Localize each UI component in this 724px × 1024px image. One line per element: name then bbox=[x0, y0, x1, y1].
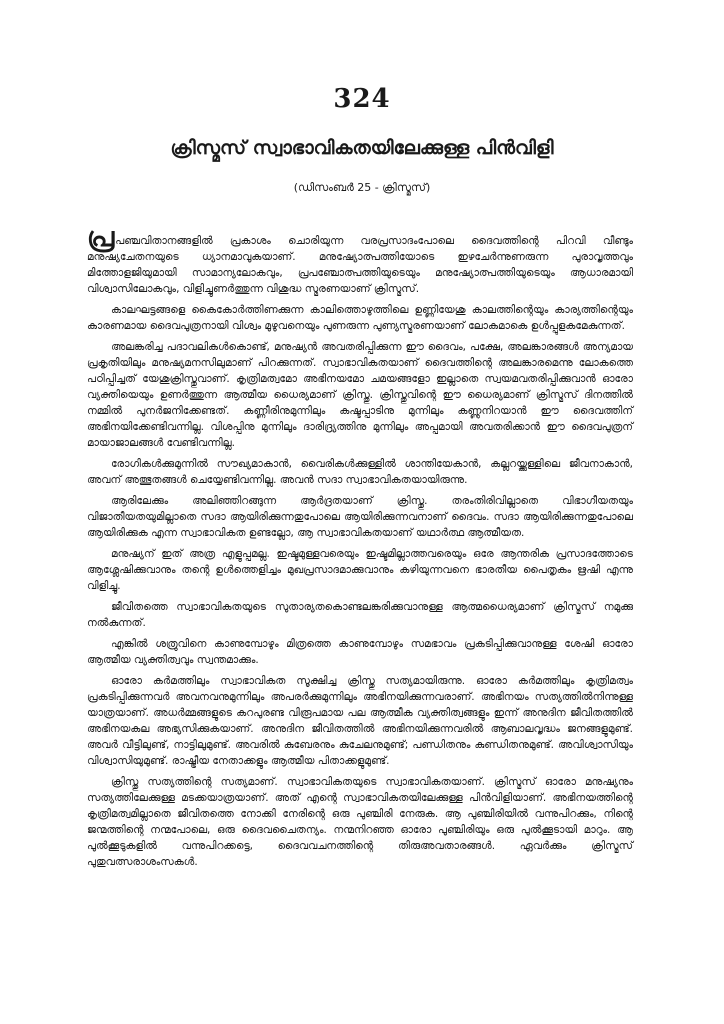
paragraph-3: അലങ്കരിച്ച പദാവലികൾകൊണ്ട്, മനുഷ്യൻ അവതരിപ്പിക്കുന്ന ഈ ദൈവം, പക്ഷേ, അലങ്കാരങ്ങൾ അന്യമായ പ്രകൃതിയിലും മനുഷ്യമനസിലുമാണ് പിറക്കുന്നത്. സ്വാഭാവികതയാണ് ദൈവത്തിന്റെ അലങ്കാരമെന്നു ലോകത്തെ പഠിപ്പിച്ചത് യേശുക്രിസ്തുവാണ്. കൃത്രിമത്വമോ അഭിനയമോ ചമയങ്ങളോ ഇല്ലാതെ സ്വയമവതരിപ്പിക്കുവാൻ ഓരോ വ്യക്തിയെയും ഉണർത്തുന്ന ആത്മീയ ധൈര്യമാണ് ക്രിസ്തു. ക്രിസ്തുവിന്റെ ഈ ധൈര്യമാണ് ക്രിസ്മസ് ദിനത്തിൽ നമ്മിൽ പുനർജനിക്കേണ്ടത്. കണ്ണീരിനുമുന്നിലും കഷ്ടപ്പാടിനു മുന്നിലും കണ്ണുനിറയാൻ ഈ ദൈവത്തിന് അഭിനയിക്കേണ്ടിവന്നില്ല. വിശപ്പിനു മുന്നിലും ദാരിദ്ര്യത്തിനു മുന്നിലും അപ്പമായി അവതരിക്കാൻ ഈ ദൈവപുത്രന് മായാജാലങ്ങൾ വേണ്ടിവന്നില്ല. bbox=[87, 341, 633, 449]
paragraph-text: പഞ്ചവിതാനങ്ങളിൽ പ്രകാശം ചൊരിയുന്ന വരപ്രസാദംപോലെ ദൈവത്തിന്റെ പിറവി വീണ്ടും മനുഷ്യചേതനയുടെ ധ്യാനമാവുകയാണ്. മനുഷ്യോത്പത്തിയോടെ ഇഴചേർന്നുണരുന്ന പുരാവൃത്തവും മിത്തോളജിയുമായി സാമാന്യലോകവും, പ്രപഞ്ചോത്പത്തിയുടെയും മനുഷ്യോത്പത്തിയുടെയും ആധാരമായി വിശ്വാസിലോകവും, വിളിച്ചുണർത്തുന്ന വിശുദ്ധ സ്മരണയാണ് ക്രിസ്മസ്. bbox=[87, 235, 633, 295]
paragraph-2: കാലഘട്ടങ്ങളെ കൈകോർത്തിണക്കുന്ന കാലിത്തൊഴുത്തിലെ ഉണ്ണിയേശു കാലത്തിന്റെയും കാര്യത്തിന്റെയും കാരണമായ ദൈവപുത്രനായി വിശ്വം മുഴുവനെയും പുണരുന്ന പുണ്യസ്മരണയാണ് ലോകമാകെ ഉൾപ്പുളകമേകുന്നത്. bbox=[87, 304, 633, 332]
paragraph-10: ക്രിസ്തു സത്യത്തിന്റെ സത്യമാണ്. സ്വാഭാവികതയുടെ സ്വാഭാവികതയാണ്. ക്രിസ്മസ് ഓരോ മനുഷ്യനും സത്യത്തിലേക്കുള്ള മടക്കയാത്രയാണ്. അത് എന്റെ സ്വാഭാവികതയിലേക്കുള്ള പിൻവിളിയാണ്. അഭിനയത്തിന്റെ കൃത്രിമത്വമില്ലാതെ ജീവിതത്തെ നോക്കി നേരിന്റെ ഒരു പുഞ്ചിരി നേരുക. ആ പുഞ്ചിരിയിൽ വന്നുപിറക്കും, നിന്റെ ജന്മത്തിന്റെ നന്മപോലെ, ഒരു ദൈവചൈതന്യം. നന്മനിറഞ്ഞ ഓരോ പുഞ്ചിരിയും ഒരു പുൽക്കൂടായി മാറും. ആ പുൽക്കൂടുകളിൽ വന്നുപിറക്കട്ടെ, ദൈവവചനത്തിന്റെ തിരുഅവതാരങ്ങൾ. ഏവർക്കും ക്രിസ്മസ് പുതുവത്സരാശംസകൾ. bbox=[87, 776, 633, 868]
paragraph-5: ആരിലേക്കും അലിഞ്ഞിറങ്ങുന്ന ആർദ്രതയാണ് ക്രിസ്തു. തരംതിരിവില്ലാതെ വിഭാഗീയതയും വിജാതീയതയുമില്ലാതെ സദാ ആയിരിക്കുന്നതുപോലെ ആയിരിക്കുന്നവനാണ് ദൈവം. സദാ ആയിരിക്കുന്നതുപോലെ ആയിരിക്കുക എന്ന സ്വാഭാവികത ഉണ്ടല്ലോ, ആ സ്വാഭാവികതയാണ് യഥാർത്ഥ ആത്മീയത. bbox=[87, 495, 633, 539]
page-number: 324 bbox=[333, 84, 391, 114]
drop-cap: പ്ര bbox=[87, 222, 115, 253]
paragraph-4: രോഗികൾക്കുമുന്നിൽ സൗഖ്യമാകാൻ, വൈരികൾക്കുള്ളിൽ ശാന്തിയേകാൻ, കല്ലറയ്ക്കുള്ളിലെ ജീവനാകാൻ, അവന് അത്ഭുതങ്ങൾ ചെയ്യേണ്ടിവന്നില്ല. അവൻ സദാ സ്വാഭാവികതയായിരുന്നു. bbox=[87, 458, 633, 486]
date-line: (ഡിസംബർ 25 - ക്രിസ്മസ്) bbox=[293, 181, 431, 194]
chapter-title: ക്രിസ്മസ് സ്വാഭാവികതയിലേക്കുള്ള പിൻവിളി bbox=[170, 137, 554, 159]
paragraph-1 bbox=[87, 222, 633, 297]
paragraph-9: ഓരോ കർമത്തിലും സ്വാഭാവികത സൂക്ഷിച്ച ക്രിസ്തു സത്യമായിരുന്നു. ഓരോ കർമത്തിലും കൃത്രിമത്വം പ്രകടിപ്പിക്കുന്നവർ അവനവനുമുന്നിലും അപരർക്കുമുന്നിലും അഭിനയിക്കുന്നവരാണ്. അഭിനയം സത്യത്തിൽനിന്നുള്ള യാത്രയാണ്. അധർമ്മങ്ങളുടെ കറപുരണ്ട വിരൂപമായ പല ആത്മീക വ്യക്തിത്വങ്ങളും ഇന്ന് അനുദിന ജീവിതത്തിൽ അഭിനയകല അഭ്യസിക്കുകയാണ്. അനുദിന ജീവിതത്തിൽ അഭിനയിക്കുന്നവരിൽ ആബാലവൃദ്ധം ജനങ്ങളുമുണ്ട്. അവർ വീട്ടിലുണ്ട്, നാട്ടിലുമുണ്ട്. അവരിൽ കുബേരനും കുചേലനുമുണ്ട്; പണ്ഡിതനും കുണ്ഡിതനുമുണ്ട്. അവിശ്വാസിയും വിശ്വാസിയുമുണ്ട്. രാഷ്ട്രീയ നേതാക്കളും ആത്മീയ പിതാക്കളുമുണ്ട്. bbox=[87, 675, 633, 767]
paragraph-8: എങ്കിൽ ശത്രുവിനെ കാണുമ്പോഴും മിത്രത്തെ കാണുമ്പോഴും സമഭാവം പ്രകടിപ്പിക്കുവാനുള്ള ശേഷി ഓരോ ആത്മീയ വ്യക്തിത്വവും സ്വന്തമാക്കും. bbox=[87, 638, 633, 666]
paragraph-6: മനുഷ്യന് ഇത് അത്ര എളുപ്പമല്ല. ഇഷ്ടമുള്ളവരെയും ഇഷ്ടമില്ലാത്തവരെയും ഒരേ ആന്തരിക പ്രസാദത്തോടെ ആശ്ലേഷിക്കുവാനും തന്റെ ഉൾത്തെളിച്ചം മുഖപ്രസാദമാക്കുവാനും കഴിയുന്നവനെ ഭാരതീയ പൈതൃകം ഋഷി എന്നു വിളിച്ചു. bbox=[87, 548, 633, 592]
body-text bbox=[87, 222, 633, 875]
paragraph-7: ജീവിതത്തെ സ്വാഭാവികതയുടെ സുതാര്യതകൊണ്ടലങ്കരിക്കുവാനുള്ള ആത്മധൈര്യമാണ് ക്രിസ്മസ് നമുക്കു നൽകുന്നത്. bbox=[87, 601, 633, 629]
